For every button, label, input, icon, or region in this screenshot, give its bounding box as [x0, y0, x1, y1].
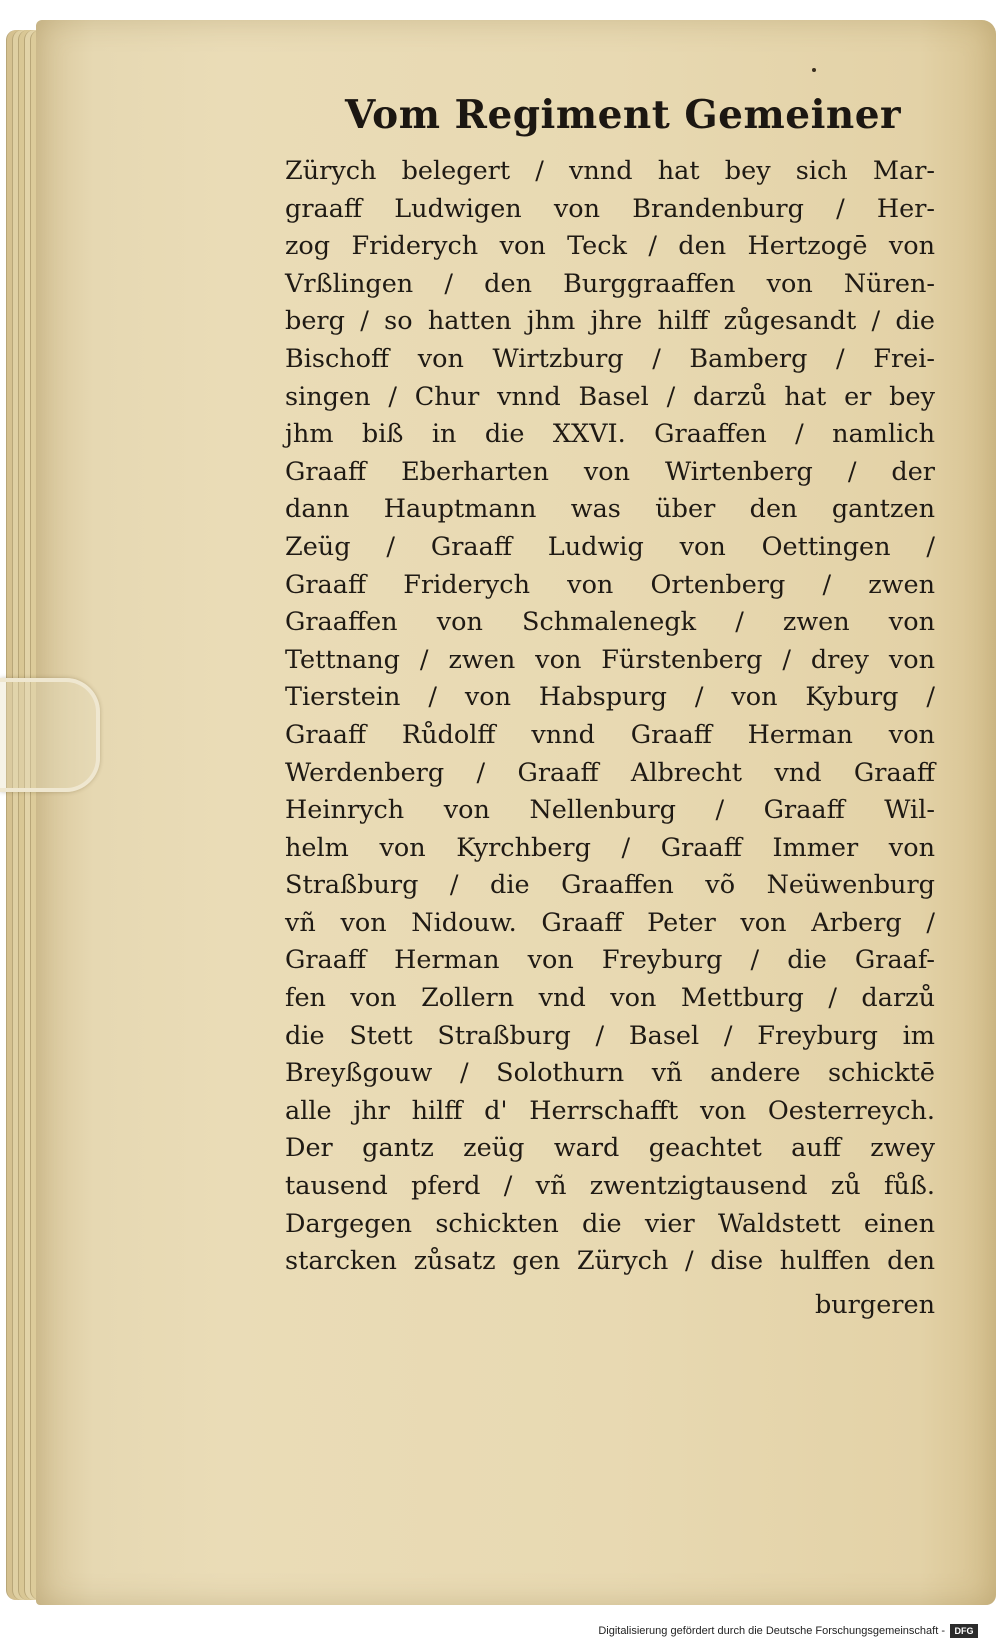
- text-line: Straßburg / die Graaffen võ Neüwenburg: [285, 870, 935, 901]
- dfg-logo: DFG: [950, 1624, 978, 1638]
- text-line: Graaff Růdolff vnnd Graaff Herman von: [285, 719, 935, 750]
- clip-tab: [0, 678, 100, 792]
- text-line: fen von Zollern vnd von Mettburg / darzů: [285, 983, 935, 1014]
- text-line: Der gantz zeüg ward geachtet auff zwey: [285, 1133, 935, 1164]
- text-line: Heinrych von Nellenburg / Graaff Wil-: [285, 795, 935, 826]
- text-line: vñ von Nidouw. Graaff Peter von Arberg /: [285, 907, 935, 938]
- text-line: jhm biß in die XXVI. Graaffen / namlich: [285, 419, 935, 450]
- catchword: burgeren: [814, 1290, 935, 1320]
- text-line: helm von Kyrchberg / Graaff Immer von: [285, 832, 935, 863]
- text-line: Breyßgouw / Solothurn vñ andere schicktē: [285, 1058, 935, 1089]
- footer-bar: [0, 1620, 1000, 1645]
- text-line: starcken zůsatz gen Zürych / dise hulffen den: [285, 1246, 935, 1277]
- text-line: dann Hauptmann was über den gantzen: [285, 494, 935, 525]
- text-line: zog Friderych von Teck / den Hertzogē von: [285, 231, 935, 262]
- text-line: Graaffen von Schmalenegk / zwen von: [285, 607, 935, 638]
- text-line: Tettnang / zwen von Fürstenberg / drey von: [285, 644, 935, 675]
- text-line: Graaff Friderych von Ortenberg / zwen: [285, 569, 935, 600]
- text-line: Dargegen schickten die vier Waldstett einen: [285, 1208, 935, 1239]
- text-line: Graaff Eberharten von Wirtenberg / der: [285, 456, 935, 487]
- text-line: Vrßlingen / den Burggraaffen von Nüren-: [285, 268, 935, 299]
- body-text: [285, 153, 935, 1281]
- running-head: Vom Regiment Gemeiner: [345, 92, 902, 138]
- text-line: tausend pferd / vñ zwentzigtausend zů fůß.: [285, 1171, 935, 1202]
- text-line: die Stett Straßburg / Basel / Freyburg im: [285, 1020, 935, 1051]
- funding-credit: Digitalisierung gefördert durch die Deutsche Forschungsgemeinschaft -: [598, 1625, 945, 1637]
- text-line: Tierstein / von Habspurg / von Kyburg /: [285, 682, 935, 713]
- text-line: singen / Chur vnnd Basel / darzů hat er bey: [285, 381, 935, 412]
- text-line: graaff Ludwigen von Brandenburg / Her-: [285, 193, 935, 224]
- text-line: Zeüg / Graaff Ludwig von Oettingen /: [285, 531, 935, 562]
- text-line: alle jhr hilff d' Herrschafft von Oesterreych.: [285, 1095, 935, 1126]
- text-line: berg / so hatten jhm jhre hilff zůgesandt / die: [285, 306, 935, 337]
- text-line: Zürych belegert / vnnd hat bey sich Mar-: [285, 156, 935, 186]
- ink-dot: [812, 68, 816, 72]
- text-line: Bischoff von Wirtzburg / Bamberg / Frei-: [285, 343, 935, 374]
- text-line: Werdenberg / Graaff Albrecht vnd Graaff: [285, 757, 935, 788]
- text-line: Graaff Herman von Freyburg / die Graaf-: [285, 945, 935, 976]
